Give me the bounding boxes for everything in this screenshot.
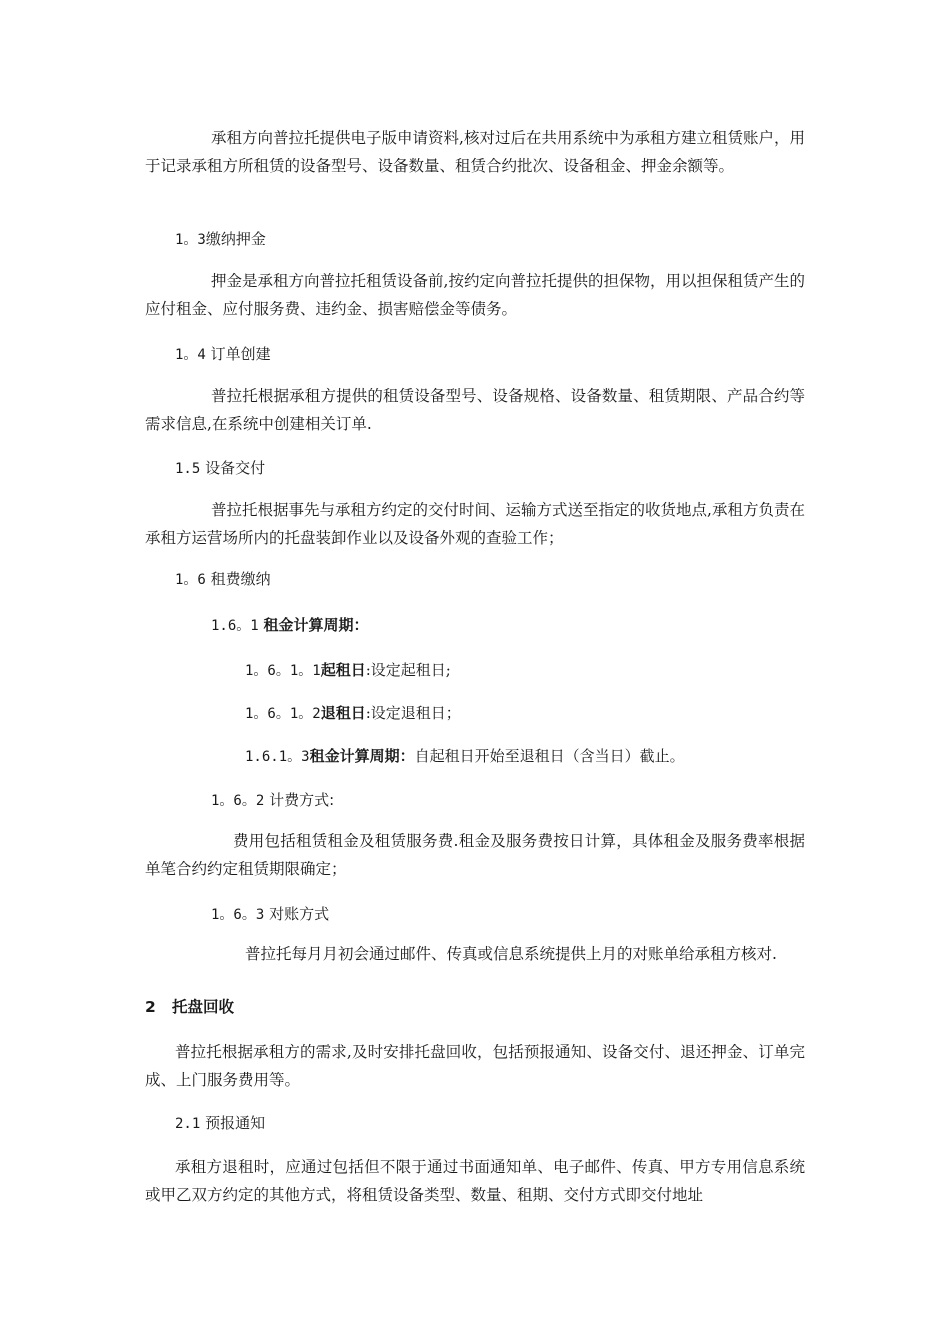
subitem-text: :设定起租日; — [365, 661, 451, 679]
subitem-text: :设定退租日； — [365, 704, 461, 722]
section-2-heading — [145, 996, 234, 1018]
heading-2-1 — [175, 1112, 265, 1135]
subitem-start-date — [245, 659, 451, 682]
heading-1-6 — [175, 568, 271, 591]
heading-title: 订单创建 — [210, 345, 271, 363]
heading-1-6-1 — [211, 614, 369, 637]
subitem-number: 1.6.1。3 — [245, 749, 310, 765]
heading-number: 1。4 — [175, 347, 206, 363]
heading-number: 1。3 — [175, 232, 206, 248]
paragraph-delivery: 普拉托根据事先与承租方约定的交付时间、运输方式送至指定的收货地点,承租方负责在承租方运营场所内的托盘装卸作业以及设备外观的查验工作； — [145, 501, 805, 547]
heading-number: 1.5 — [175, 461, 201, 477]
paragraph-account-setup: 承租方向普拉托提供电子版申请资料,核对过后在共用系统中为承租方建立租赁账户，用于记录承租方所租赁的设备型号、设备数量、租赁合约批次、设备租金、押金余额等。 — [145, 129, 805, 175]
heading-1-6-2 — [211, 789, 334, 812]
subitem-number: 1。6。1。2 — [245, 706, 321, 722]
heading-title: 对账方式 — [269, 905, 330, 923]
heading-number: 1。6 — [175, 572, 206, 588]
heading-number: 1。6。2 — [211, 793, 265, 809]
heading-1-4 — [175, 343, 271, 366]
heading-number: 1。6。3 — [211, 907, 265, 923]
subitem-number: 1。6。1。1 — [245, 663, 321, 679]
subitem-end-date — [245, 702, 461, 725]
section-title: 托盘回收 — [172, 998, 235, 1016]
subitem-text: 自起租日开始至退租日（含当日）截止。 — [414, 747, 685, 765]
heading-title: 租金计算周期： — [263, 616, 369, 634]
heading-title: 计费方式: — [269, 791, 335, 809]
section-number: 2 — [145, 998, 156, 1016]
subitem-label: 租金计算周期： — [309, 747, 415, 765]
paragraph-reconciliation: 普拉托每月月初会通过邮件、传真或信息系统提供上月的对账单给承租方核对. — [245, 945, 777, 963]
heading-title: 设备交付 — [205, 459, 266, 477]
subitem-rent-period — [245, 745, 685, 768]
heading-title: 预报通知 — [205, 1114, 266, 1132]
paragraph-order-creation: 普拉托根据承租方提供的租赁设备型号、设备规格、设备数量、租赁期限、产品合约等需求信息,在系统中创建相关订单. — [145, 387, 805, 433]
paragraph-pallet-recovery: 普拉托根据承租方的需求,及时安排托盘回收，包括预报通知、设备交付、退还押金、订单完成、上门服务费用等。 — [145, 1043, 805, 1089]
subitem-label: 起租日 — [320, 661, 366, 679]
heading-title: 缴纳押金 — [205, 230, 266, 248]
heading-number: 1.6。1 — [211, 618, 259, 634]
heading-1-6-3 — [211, 903, 329, 926]
heading-number: 2.1 — [175, 1116, 201, 1132]
paragraph-billing-method: 费用包括租赁租金及租赁服务费.租金及服务费按日计算，具体租金及服务费率根据单笔合约约定租赁期限确定； — [145, 832, 805, 878]
heading-title: 租费缴纳 — [210, 570, 271, 588]
heading-1-5 — [175, 457, 265, 480]
paragraph-advance-notice: 承租方退租时，应通过包括但不限于通过书面通知单、电子邮件、传真、甲方专用信息系统或甲乙双方约定的其他方式，将租赁设备类型、数量、租期、交付方式即交付地址 — [145, 1158, 805, 1204]
subitem-label: 退租日 — [320, 704, 366, 722]
paragraph-deposit: 押金是承租方向普拉托租赁设备前,按约定向普拉托提供的担保物，用以担保租赁产生的应付租金、应付服务费、违约金、损害赔偿金等债务。 — [145, 272, 805, 318]
heading-1-3 — [175, 228, 266, 251]
